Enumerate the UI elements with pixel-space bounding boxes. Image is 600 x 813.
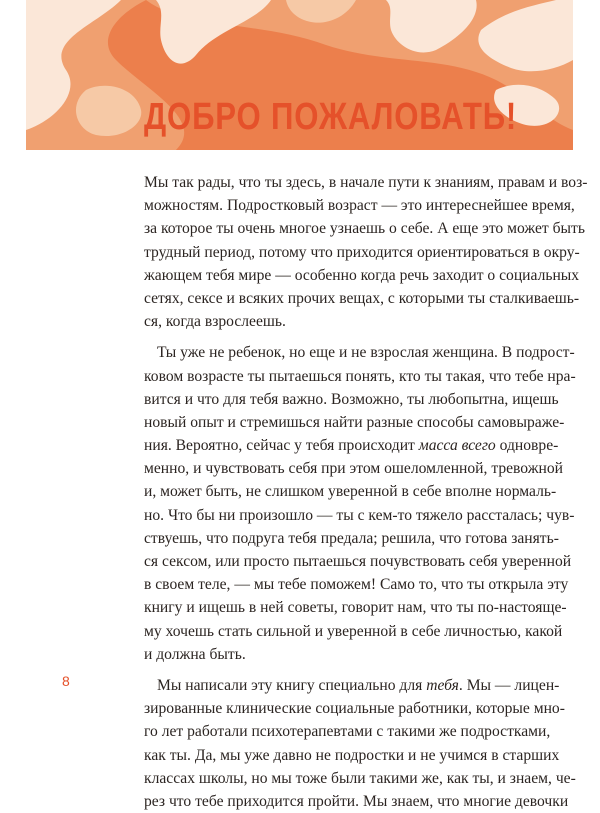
text-line: классах школы, но мы тоже были такими же, как ты, и знаем, че-: [144, 769, 576, 787]
text-line: вится и что для тебя важно. Возможно, ты любопытна, ищешь: [144, 390, 559, 408]
text-line: му хочешь стать сильной и уверенной в себе личностью, какой: [144, 622, 563, 640]
header-banner: [26, 0, 573, 150]
text-line: новый опыт и стремишься найти разные способы самовыраже-: [144, 413, 565, 431]
text-line: ковом возрасте ты пытаешься понять, кто ты такая, что тебе нра-: [144, 367, 576, 385]
text-line: и должна быть.: [144, 645, 246, 663]
text-line: ся, когда взрослеешь.: [144, 313, 286, 331]
text-line: ствуешь, что подруга тебя предала; решила, что готова занять-: [144, 529, 559, 547]
paragraph-2: [144, 341, 576, 666]
text-line: жающем тебя мире — особенно когда речь заходит о социальных: [144, 266, 580, 284]
page-number: 8: [62, 673, 70, 689]
chapter-title: ДОБРО ПОЖАЛОВАТЬ!: [144, 96, 518, 138]
text-line: и, может быть, не слишком уверенной в себе вполне нормаль-: [144, 483, 557, 501]
text-line: как ты. Да, мы уже давно не подростки и не учимся в старших: [144, 746, 560, 764]
text-line: можностям. Подростковый возраст — это интереснейшее время,: [144, 197, 575, 215]
text-line: в своем теле, — мы тебе поможем! Само то, что ты открыла эту: [144, 576, 569, 594]
text-line: Мы написали эту книгу специально для тебя. Мы — лицен-: [157, 676, 560, 694]
text-line: го лет работали психотерапевтами с такими же подростками,: [144, 723, 551, 741]
text-line: книгу и ищешь в ней советы, говорит нам, что ты по-настояще-: [144, 599, 567, 617]
text-line: Ты уже не ребенок, но еще и не взрослая женщина. В подрост-: [157, 344, 575, 362]
text-line: ния. Вероятно, сейчас у тебя происходит масса всего одновре-: [144, 437, 559, 455]
text-line: рез что тебе приходится пройти. Мы знаем, что многие девочки: [144, 792, 569, 810]
text-line: за которое ты очень многое узнаешь о себе. А еще это может быть: [144, 220, 585, 238]
paragraph-3: [144, 674, 576, 813]
text-line: сетях, сексе и всяких прочих вещах, с которыми ты сталкиваешь-: [144, 289, 580, 307]
text-line: трудный период, потому что приходится ориентироваться в окру-: [144, 243, 580, 261]
text-line: менно, и чувствовать себя при этом ошеломленной, тревожной: [144, 460, 563, 478]
text-line: Мы так рады, что ты здесь, в начале пути к знаниям, правам и воз-: [144, 174, 588, 191]
paragraph-1: [144, 171, 588, 333]
text-line: но. Что бы ни произошло — ты с кем-то тяжело рассталась; чув-: [144, 506, 575, 524]
text-line: ся сексом, или просто пытаешься почувствовать себя уверенной: [144, 553, 572, 570]
text-line: зированные клинические социальные работники, которые мно-: [144, 700, 565, 718]
body-text: [144, 171, 588, 813]
